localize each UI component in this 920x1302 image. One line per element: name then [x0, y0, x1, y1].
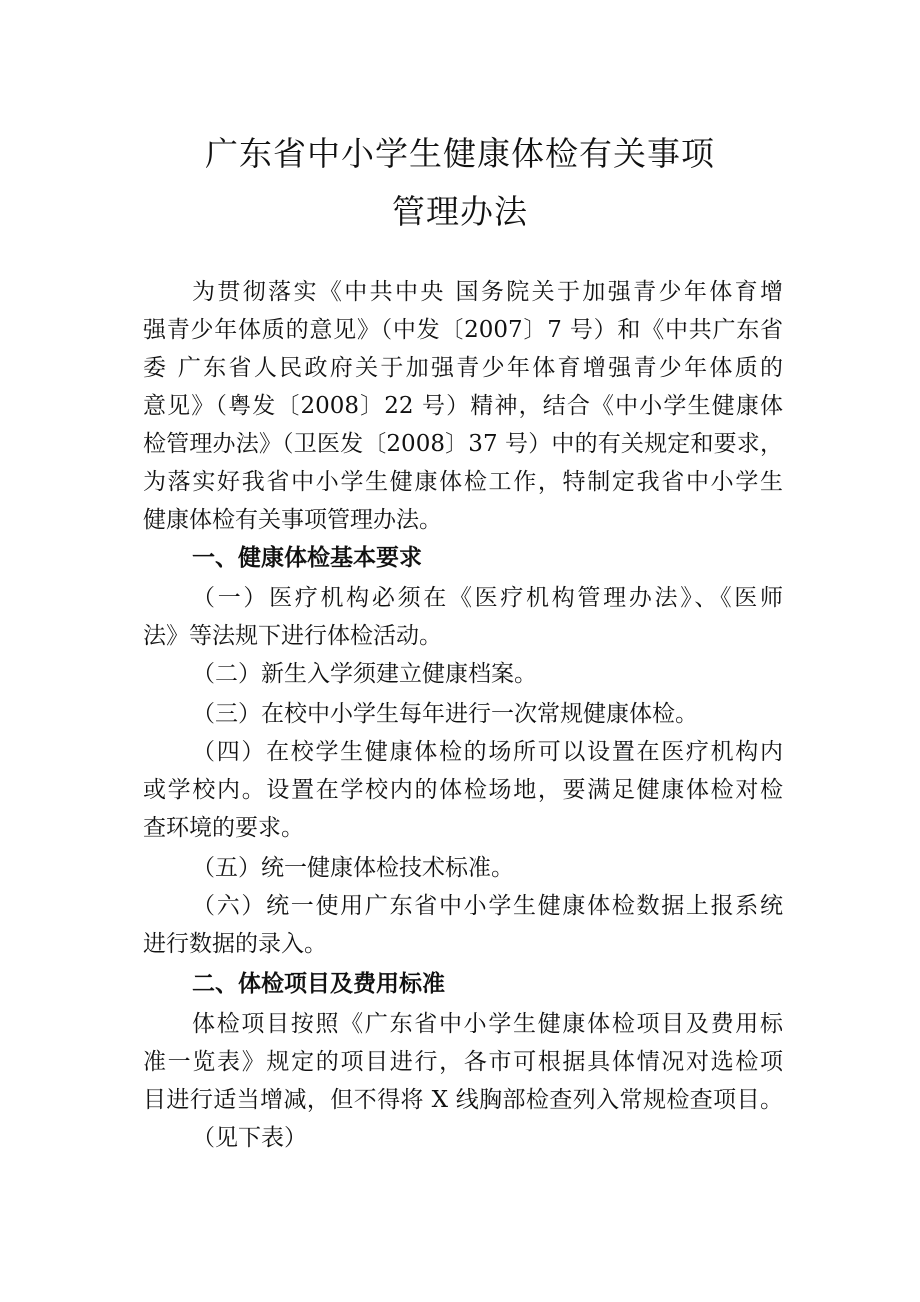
section-2-paragraph-line: 准一览表》规定的项目进行，各市可根据具体情况对选检项 — [143, 1049, 783, 1075]
section-1-item-1-line: （一）医疗机构必须在《医疗机构管理办法》、《医师 — [192, 585, 783, 611]
see-below-note: （见下表） — [192, 1125, 307, 1151]
section-1-item-1-line: 法》等法规下进行体检活动。 — [143, 623, 442, 649]
section-2-heading: 二、体检项目及费用标准 — [192, 971, 445, 997]
document-title-line-2: 管理办法 — [392, 192, 528, 231]
section-1-heading: 一、健康体检基本要求 — [192, 545, 422, 571]
intro-line: 健康体检有关事项管理办法。 — [143, 507, 442, 533]
intro-line: 检管理办法》（卫医发〔2008〕37 号）中的有关规定和要求， — [143, 431, 783, 457]
intro-line: 为贯彻落实《中共中央 国务院关于加强青少年体育增 — [192, 279, 783, 305]
section-1-item-4-line: （四）在校学生健康体检的场所可以设置在医疗机构内 — [192, 739, 783, 765]
section-1-item-3: （三）在校中小学生每年进行一次常规健康体检。 — [192, 701, 698, 727]
section-1-item-6-line: （六）统一使用广东省中小学生健康体检数据上报系统 — [192, 893, 783, 919]
section-1-item-5: （五）统一健康体检技术标准。 — [192, 855, 514, 881]
intro-line: 委 广东省人民政府关于加强青少年体育增强青少年体质的 — [143, 355, 783, 381]
document-title-line-1: 广东省中小学生健康体检有关事项 — [205, 134, 715, 173]
intro-line: 为落实好我省中小学生健康体检工作，特制定我省中小学生 — [143, 469, 783, 495]
section-1-item-4-line: 查环境的要求。 — [143, 815, 304, 841]
intro-line: 意见》（粤发〔2008〕22 号）精神，结合《中小学生健康体 — [143, 393, 783, 419]
intro-line: 强青少年体质的意见》（中发〔2007〕7 号）和《中共广东省 — [143, 317, 783, 343]
section-1-item-6-line: 进行数据的录入。 — [143, 931, 327, 957]
section-1-item-2: （二）新生入学须建立健康档案。 — [192, 661, 537, 687]
section-2-paragraph-line: 体检项目按照《广东省中小学生健康体检项目及费用标 — [192, 1011, 783, 1037]
section-2-paragraph-line: 目进行适当增减，但不得将 X 线胸部检查列入常规检查项目。 — [143, 1087, 783, 1113]
section-1-item-4-line: 或学校内。设置在学校内的体检场地，要满足健康体检对检 — [143, 777, 783, 803]
